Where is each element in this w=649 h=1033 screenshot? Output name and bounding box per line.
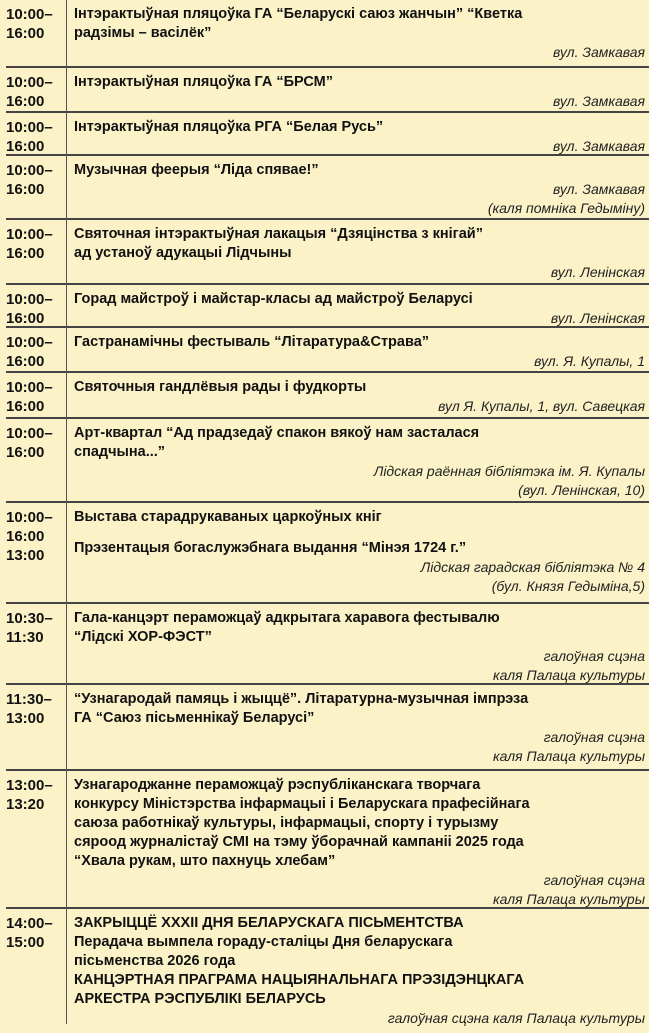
schedule-row: [6, 604, 649, 685]
event-location-note: (вул. Ленінская, 10): [518, 482, 645, 498]
event-title: ЗАКРЫЦЦЁ XXXII ДНЯ БЕЛАРУСКАГА ПІСЬМЕНТСТВА Перадача вымпела гораду-сталіцы Дня беларускага пісьменства 2026 года КАНЦЭРТНАЯ ПРАГРАМА НАЦЫЯНАЛЬНАГА ПРЭЗІДЭНЦКАГА АРКЕСТРА РЭСПУБЛІКІ БЕЛАРУСЬ: [74, 915, 525, 1007]
event-time: 10:00– 16:00: [6, 379, 53, 415]
event-time: 13:00– 13:20: [6, 777, 53, 813]
event-time: 14:00– 15:00: [6, 915, 53, 951]
event-content: [66, 419, 649, 501]
event-location: Лідская раённая бібліятэка ім. Я. Купалы: [373, 463, 645, 479]
event-content: [66, 604, 649, 683]
event-time: 10:00– 16:00: [6, 226, 53, 262]
event-title: Выстава старадрукаваных царкоўных кніг: [74, 509, 382, 525]
event-location: галоўная сцэна каля Палаца культуры: [387, 1010, 645, 1026]
event-time: 10:00– 16:00: [6, 334, 53, 370]
schedule-row: [6, 113, 649, 156]
event-location: Лідская гарадская бібліятэка № 4: [420, 559, 645, 575]
event-content: [66, 909, 649, 1033]
event-time: 10:00– 16:00: [6, 74, 53, 110]
schedule-row: [6, 503, 649, 604]
event-title: Музычная феерыя “Ліда спявае!”: [74, 162, 319, 178]
schedule-row: [6, 328, 649, 373]
schedule-row: [6, 68, 649, 113]
event-location: вул Я. Купалы, 1, вул. Савецкая: [438, 398, 645, 414]
schedule-row: [6, 373, 649, 419]
event-content: [66, 156, 649, 218]
event-title: Інтэрактыўная пляцоўка ГА “Беларускі саюз жанчын” “Кветка радзімы – васілёк”: [74, 6, 523, 41]
event-title: Святочная інтэрактыўная лакацыя “Дзяцінства з кнігай” ад устаноў адукацыі Лідчыны: [74, 226, 483, 261]
event-title: Гастранамічны фестываль “Літаратура&Страва”: [74, 334, 430, 350]
event-time: 10:00– 16:00: [6, 119, 53, 155]
event-title: Святочныя гандлёвыя рады і фудкорты: [74, 379, 367, 395]
event-time: 10:00– 16:00: [6, 291, 53, 327]
event-title: Інтэрактыўная пляцоўка РГА “Белая Русь”: [74, 119, 384, 135]
event-content: [66, 771, 649, 907]
event-location-note: каля Палаца культуры: [493, 748, 645, 764]
schedule-row: [6, 685, 649, 771]
event-location-note: (каля помніка Гедыміну): [487, 200, 645, 216]
event-location-note: (бул. Князя Гедыміна,5): [491, 578, 645, 594]
schedule-row: [6, 0, 649, 68]
event-title: Гала-канцэрт пераможцаў адкрытага харавога фестывалю “Лідскі ХОР-ФЭСТ”: [74, 610, 500, 645]
event-location: вул. Замкавая: [553, 181, 645, 197]
event-title: “Узнагародай памяць і жыццё”. Літаратурна-музычная імпрэза ГА “Саюз пісьменнікаў Беларусі”: [74, 691, 529, 726]
event-location: вул. Замкавая: [553, 138, 645, 154]
event-content: [66, 0, 649, 66]
event-time: 10:00– 16:00: [6, 6, 53, 42]
schedule-row: [6, 909, 649, 1033]
event-title: Горад майстроў і майстар-класы ад майстроў Беларусі: [74, 291, 473, 307]
event-content: [66, 285, 649, 326]
event-content: [66, 328, 649, 371]
event-location: вул. Я. Купалы, 1: [534, 353, 645, 369]
event-time: 10:00– 16:00: [6, 162, 53, 198]
event-content: [66, 503, 649, 602]
event-title: Інтэрактыўная пляцоўка ГА “БРСМ”: [74, 74, 333, 90]
event-time: 10:30– 11:30: [6, 610, 53, 646]
event-content: [66, 68, 649, 111]
event-title: Узнагароджанне пераможцаў рэспубліканскага творчага конкурсу Міністэрства інфармацыі і Беларускага прафесійнага саюза работнікаў культуры, інфармацыі, спорту і турызму сяроод журналістаў СМІ на тэму ўборачнай кампаніі 2025 года “Хвала рукам, што пахнуць хлебам”: [74, 777, 530, 869]
event-time: 11:30– 13:00: [6, 691, 52, 727]
event-time: 10:00– 16:00: [6, 425, 53, 461]
event-location: вул. Замкавая: [553, 44, 645, 60]
schedule-row: [6, 285, 649, 328]
schedule-row: [6, 220, 649, 285]
schedule-row: [6, 156, 649, 220]
event-location: вул. Замкавая: [553, 93, 645, 109]
event-location: вул. Ленінская: [550, 310, 645, 326]
event-content: [66, 220, 649, 283]
event-time: 10:00– 16:00 13:00: [6, 509, 53, 564]
event-location: галоўная сцэна: [543, 648, 645, 664]
schedule-row: [6, 419, 649, 503]
event-title: Арт-квартал “Ад прадзедаў спакон вякоў нам засталася спадчына...”: [74, 425, 480, 460]
event-location: вул. Ленінская: [550, 264, 645, 280]
event-content: [66, 373, 649, 417]
event-title-presentation: Прэзентацыя богаслужэбнага выдання “Мінэя 1724 г.”: [74, 540, 467, 556]
event-location: галоўная сцэна: [543, 729, 645, 745]
event-content: [66, 113, 649, 154]
event-content: [66, 685, 649, 769]
event-location: галоўная сцэна: [543, 872, 645, 888]
event-location-note: каля Палаца культуры: [493, 891, 645, 907]
schedule-row: [6, 771, 649, 909]
event-location-note: каля Палаца культуры: [493, 667, 645, 683]
